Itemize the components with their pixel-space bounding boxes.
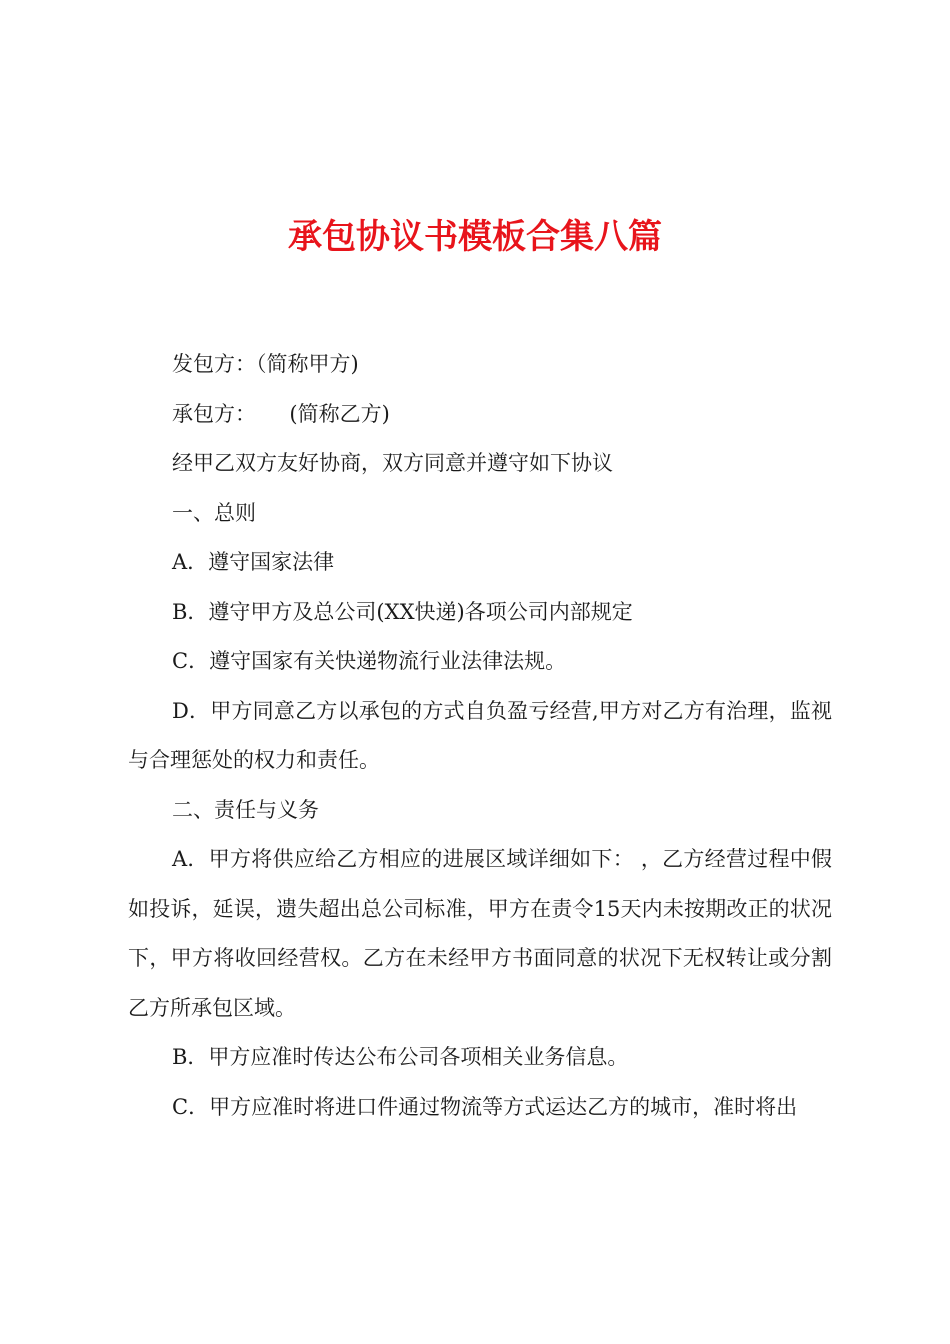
paragraph-contractee: 承包方： (简称乙方) — [172, 401, 390, 426]
paragraph-clause-c: C．遵守国家有关快递物流行业法律法规。 — [172, 649, 567, 673]
paragraph-duty-b: B．甲方应准时传达公布公司各项相关业务信息。 — [172, 1045, 629, 1069]
paragraph-duty-a: A．甲方将供应给乙方相应的进展区域详细如下： ，乙方经营过程中假如投诉，延误，遗失超出总公司标准，甲方在责令15天内未按期改正的状况下，甲方将收回经营权。乙方在未经甲方书面同意的状况下无权转让或分割乙方所承包区域。 — [128, 847, 832, 1020]
document-body — [128, 340, 832, 1132]
paragraph-contractor: 发包方：（简称甲方) — [172, 352, 359, 376]
paragraph-clause-a: A．遵守国家法律 — [172, 550, 335, 574]
paragraph-duty-c: C．甲方应准时将进口件通过物流等方式运达乙方的城市，准时将出 — [172, 1094, 798, 1119]
document-title: 承包协议书模板合集八篇 — [288, 217, 662, 257]
section-heading-duties: 二、责任与义务 — [172, 797, 319, 822]
paragraph-agreement-intro: 经甲乙双方友好协商，双方同意并遵守如下协议 — [172, 451, 613, 475]
paragraph-clause-d: D．甲方同意乙方以承包的方式自负盈亏经营,甲方对乙方有治理，监视与合理惩处的权力和责任。 — [128, 698, 832, 772]
paragraph-clause-b: B．遵守甲方及总公司(XX快递)各项公司内部规定 — [172, 599, 633, 624]
section-heading-general: 一、总则 — [172, 500, 256, 525]
